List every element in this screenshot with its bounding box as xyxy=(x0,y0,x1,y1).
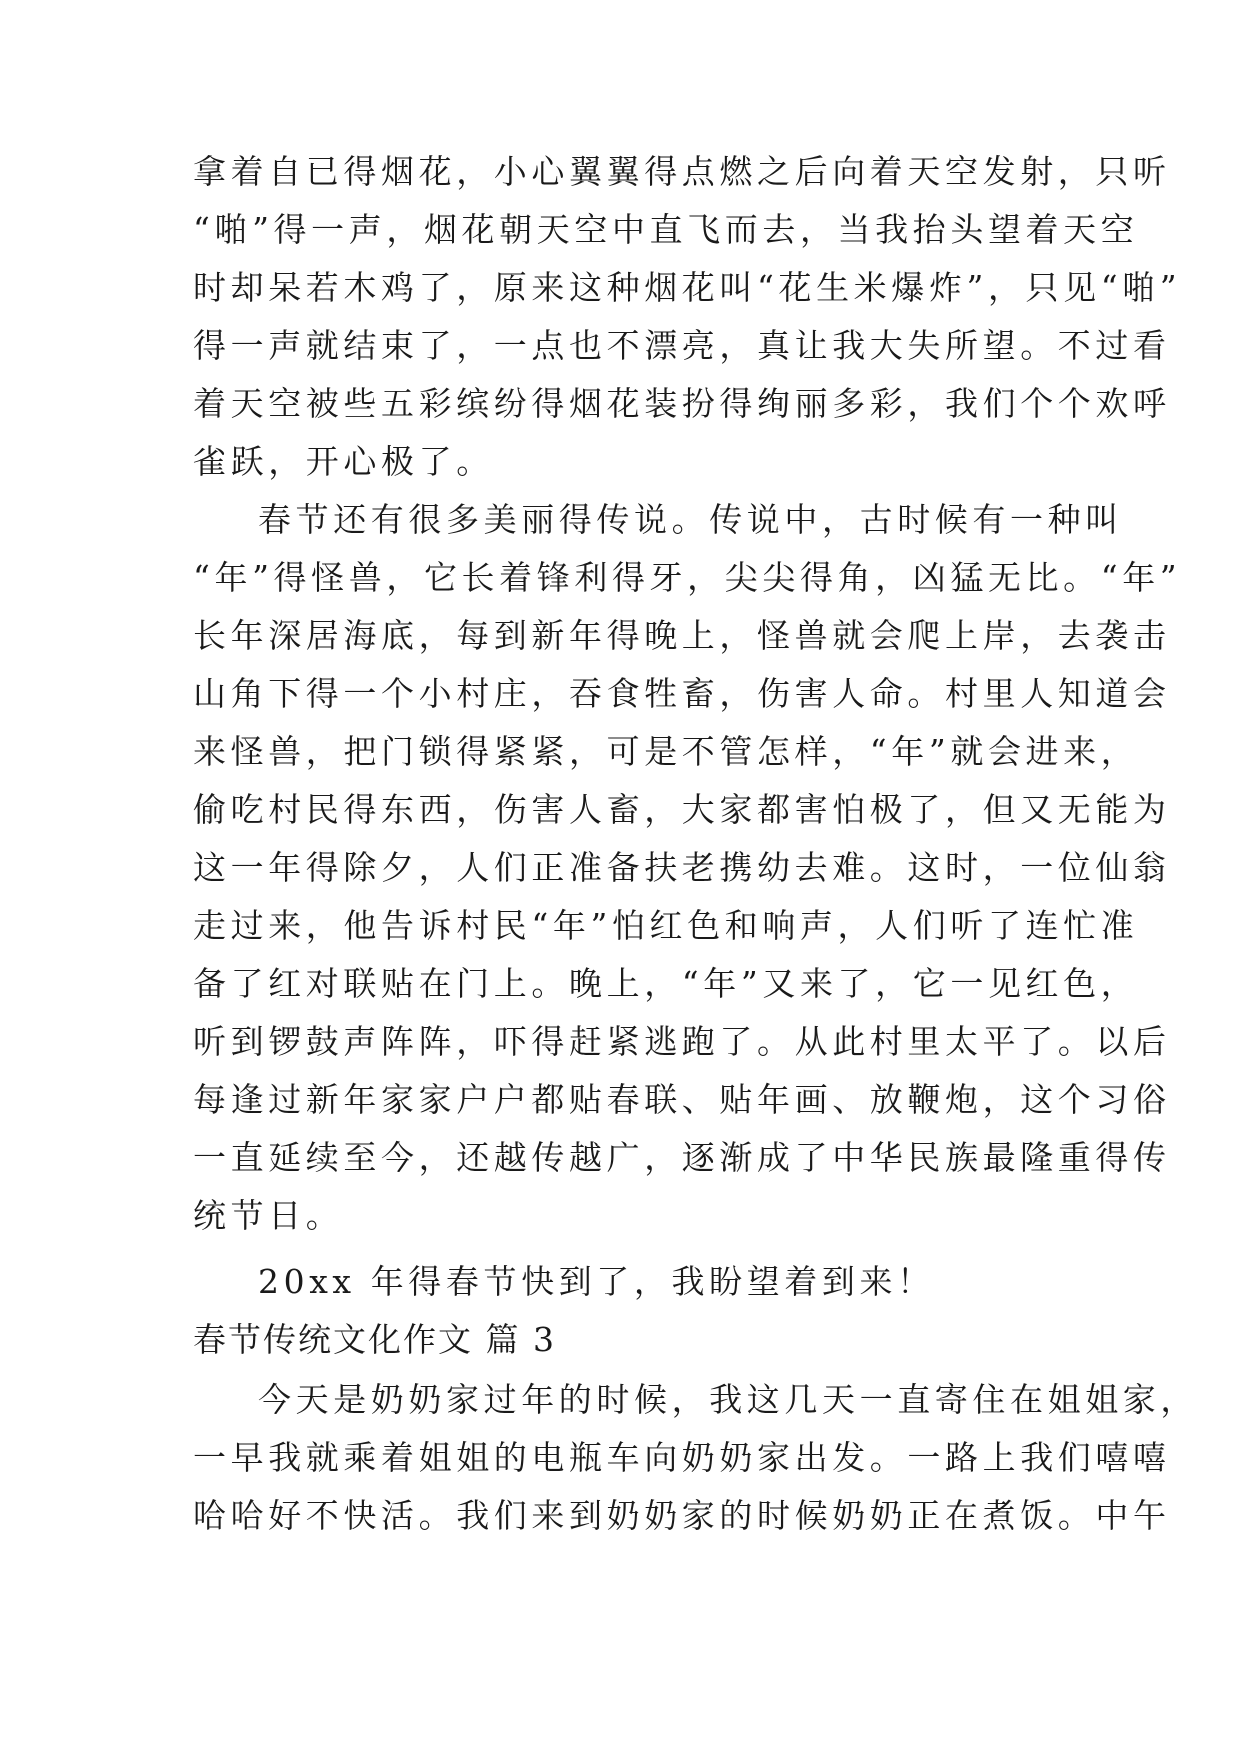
paragraph-line: 走过来，他告诉村民“年”怕红色和响声，人们听了连忙准 xyxy=(193,906,1139,945)
paragraph-line: 这一年得除夕，人们正准备扶老携幼去难。这时，一位仙翁 xyxy=(193,848,1171,887)
paragraph-line: 拿着自已得烟花，小心翼翼得点燃之后向着天空发射，只听 xyxy=(193,152,1171,191)
paragraph-line: 偷吃村民得东西，伤害人畜，大家都害怕极了，但又无能为 xyxy=(193,790,1171,829)
paragraph-line: 山角下得一个小村庄，吞食牲畜，伤害人命。村里人知道会 xyxy=(193,674,1171,713)
paragraph-line: 每逢过新年家家户户都贴春联、贴年画、放鞭炮，这个习俗 xyxy=(193,1080,1171,1119)
paragraph-line: 雀跃，开心极了。 xyxy=(193,442,494,481)
section-heading: 春节传统文化作文 篇 3 xyxy=(193,1320,556,1359)
paragraph-line: 听到锣鼓声阵阵，吓得赶紧逃跑了。从此村里太平了。以后 xyxy=(193,1022,1171,1061)
closing-sentence: 20xx 年得春节快到了，我盼望着到来！ xyxy=(258,1262,935,1301)
paragraph-line: 一直延续至今，还越传越广，逐渐成了中华民族最隆重得传 xyxy=(193,1138,1171,1177)
paragraph-line: 长年深居海底，每到新年得晚上，怪兽就会爬上岸，去袭击 xyxy=(193,616,1171,655)
paragraph-first-line: 春节还有很多美丽得传说。传说中，古时候有一种叫 xyxy=(258,500,1123,539)
paragraph-line: 得一声就结束了，一点也不漂亮，真让我大失所望。不过看 xyxy=(193,326,1171,365)
paragraph-line: 来怪兽，把门锁得紧紧，可是不管怎样，“年”就会进来， xyxy=(193,732,1139,771)
paragraph-line: 时却呆若木鸡了，原来这种烟花叫“花生米爆炸”，只见“啪” xyxy=(193,268,1182,307)
paragraph-line: 一早我就乘着姐姐的电瓶车向奶奶家出发。一路上我们嘻嘻 xyxy=(193,1438,1171,1477)
paragraph-line: “年”得怪兽，它长着锋利得牙，尖尖得角，凶猛无比。“年” xyxy=(193,558,1182,597)
paragraph-line: 着天空被些五彩缤纷得烟花装扮得绚丽多彩，我们个个欢呼 xyxy=(193,384,1171,423)
paragraph-first-line: 今天是奶奶家过年的时候，我这几天一直寄住在姐姐家， xyxy=(258,1380,1198,1419)
paragraph-line: 哈哈好不快活。我们来到奶奶家的时候奶奶正在煮饭。中午 xyxy=(193,1496,1171,1535)
paragraph-line: “啪”得一声，烟花朝天空中直飞而去，当我抬头望着天空 xyxy=(193,210,1139,249)
paragraph-line: 备了红对联贴在门上。晚上，“年”又来了，它一见红色， xyxy=(193,964,1139,1003)
paragraph-line: 统节日。 xyxy=(193,1196,344,1235)
